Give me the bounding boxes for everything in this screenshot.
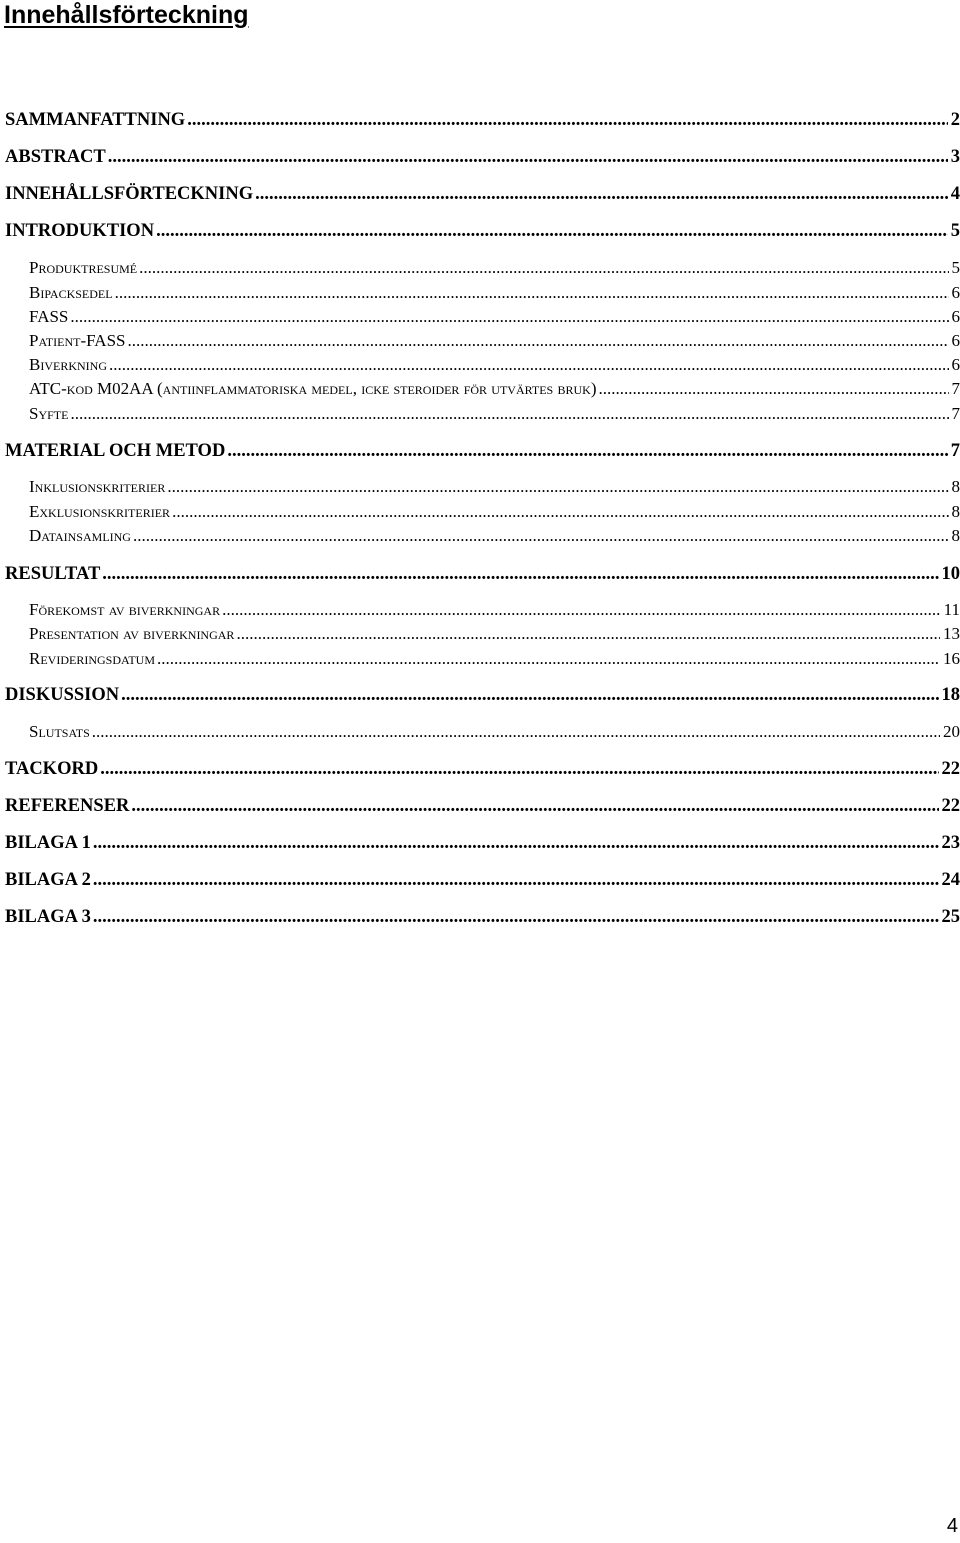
toc-entry-page: 7 bbox=[951, 379, 960, 398]
toc-dot-leader bbox=[222, 600, 941, 620]
toc-entry-title: BILAGA 2 bbox=[5, 870, 91, 890]
toc-subentry[interactable] bbox=[29, 258, 960, 278]
toc-entry-page: 7 bbox=[951, 404, 960, 423]
toc-entry-title: RESULTAT bbox=[5, 564, 101, 584]
toc-dot-leader bbox=[255, 183, 948, 205]
toc-dot-leader bbox=[93, 906, 939, 928]
toc-entry[interactable] bbox=[5, 832, 960, 854]
toc-entry[interactable] bbox=[5, 183, 960, 205]
toc-entry-page: 6 bbox=[951, 331, 960, 350]
toc-entry[interactable] bbox=[5, 795, 960, 817]
toc-entry[interactable] bbox=[5, 146, 960, 168]
toc-entry-page: 5 bbox=[950, 221, 960, 241]
toc-entry-title: FASS bbox=[29, 307, 69, 326]
toc-entry[interactable] bbox=[5, 563, 960, 585]
toc-dot-leader bbox=[131, 795, 938, 817]
toc-entry-title: Bipacksedel bbox=[29, 283, 113, 302]
toc-entry-title: BILAGA 3 bbox=[5, 907, 91, 927]
toc-entry-page: 25 bbox=[941, 907, 960, 927]
toc-dot-leader bbox=[167, 477, 948, 497]
toc-entry-title: Presentation av biverkningar bbox=[29, 624, 235, 643]
toc-entry-page: 8 bbox=[951, 477, 960, 496]
toc-entry-page: 18 bbox=[941, 685, 960, 705]
toc-entry-title: TACKORD bbox=[5, 759, 99, 779]
toc-dot-leader bbox=[139, 258, 948, 278]
page-number: 4 bbox=[946, 1515, 958, 1537]
toc-entry-title: REFERENSER bbox=[5, 796, 130, 816]
toc-entry-title: Inklusionskriterier bbox=[29, 477, 166, 496]
toc-entry-page: 8 bbox=[951, 502, 960, 521]
toc-entry-title: Exklusionskriterier bbox=[29, 502, 171, 521]
toc-entry-title: Patient-FASS bbox=[29, 331, 126, 350]
toc-entry-title: Revideringsdatum bbox=[29, 649, 156, 668]
toc-entry-title: MATERIAL OCH METOD bbox=[5, 441, 226, 461]
toc-entry[interactable] bbox=[5, 869, 960, 891]
toc-entry-title: INNEHÅLLSFÖRTECKNING bbox=[5, 184, 254, 204]
toc-entry-page: 3 bbox=[950, 147, 960, 167]
toc-subentry[interactable] bbox=[29, 722, 960, 742]
toc-dot-leader bbox=[70, 307, 948, 327]
toc-entry[interactable] bbox=[5, 109, 960, 131]
toc-dot-leader bbox=[93, 869, 939, 891]
toc-entry-title: Slutsats bbox=[29, 722, 90, 741]
toc-entry-page: 16 bbox=[943, 649, 960, 668]
toc-subentry[interactable] bbox=[29, 624, 960, 644]
toc-subentry[interactable] bbox=[29, 649, 960, 669]
toc-dot-leader bbox=[227, 440, 947, 462]
toc-subentry[interactable] bbox=[29, 600, 960, 620]
toc-entry[interactable] bbox=[5, 220, 960, 242]
toc-subentry[interactable] bbox=[29, 477, 960, 497]
toc-entry-page: 8 bbox=[951, 526, 960, 545]
toc-entry-title: Datainsamling bbox=[29, 526, 131, 545]
toc-dot-leader bbox=[70, 404, 948, 424]
toc-entry-title: Produktresumé bbox=[29, 258, 138, 277]
toc-dot-leader bbox=[115, 283, 949, 303]
toc-entry-page: 22 bbox=[941, 796, 960, 816]
toc-dot-leader bbox=[109, 355, 949, 375]
toc-dot-leader bbox=[100, 758, 938, 780]
toc-subentry[interactable] bbox=[29, 355, 960, 375]
toc-entry-page: 4 bbox=[950, 184, 960, 204]
toc-dot-leader bbox=[93, 832, 939, 854]
toc-entry-page: 24 bbox=[941, 870, 960, 890]
toc-entry-title: ATC-kod M02AA (antiinflammatoriska medel, icke steroider för utvärtes bruk) bbox=[29, 379, 597, 398]
toc-dot-leader bbox=[121, 684, 938, 706]
toc-entry-title: Syfte bbox=[29, 404, 69, 423]
toc-entry-title: BILAGA 1 bbox=[5, 833, 91, 853]
toc-entry[interactable] bbox=[5, 440, 960, 462]
toc-entry-page: 5 bbox=[951, 258, 960, 277]
toc-entry-page: 10 bbox=[941, 564, 960, 584]
toc-dot-leader bbox=[187, 109, 948, 131]
toc-subentry[interactable] bbox=[29, 331, 960, 351]
toc-dot-leader bbox=[133, 526, 949, 546]
toc-entry-title: Förekomst av biverkningar bbox=[29, 600, 221, 619]
toc-dot-leader bbox=[236, 624, 940, 644]
toc-entry[interactable] bbox=[5, 906, 960, 928]
toc-entry-title: ABSTRACT bbox=[5, 147, 106, 167]
toc-entry-title: SAMMANFATTNING bbox=[5, 110, 186, 130]
toc-dot-leader bbox=[156, 220, 948, 242]
toc-entry-page: 20 bbox=[943, 722, 960, 741]
toc-entry-title: DISKUSSION bbox=[5, 685, 120, 705]
toc-entry-page: 2 bbox=[950, 110, 960, 130]
toc-entry-page: 22 bbox=[941, 759, 960, 779]
toc-subentry[interactable] bbox=[29, 526, 960, 546]
toc-entry-page: 23 bbox=[941, 833, 960, 853]
toc-dot-leader bbox=[127, 331, 948, 351]
toc-subentry[interactable] bbox=[29, 404, 960, 424]
toc-heading: Innehållsförteckning bbox=[4, 1, 249, 29]
toc-entry[interactable] bbox=[5, 758, 960, 780]
toc-entry-page: 11 bbox=[943, 600, 960, 619]
toc-entry-page: 6 bbox=[951, 307, 960, 326]
toc-entry-title: INTRODUKTION bbox=[5, 221, 155, 241]
toc-dot-leader bbox=[108, 146, 948, 168]
toc-dot-leader bbox=[172, 502, 948, 522]
toc-subentry[interactable] bbox=[29, 283, 960, 303]
toc-subentry[interactable] bbox=[29, 502, 960, 522]
toc-entry-page: 6 bbox=[951, 355, 960, 374]
toc-subentry[interactable] bbox=[29, 379, 960, 399]
toc-dot-leader bbox=[102, 563, 938, 585]
toc-subentry[interactable] bbox=[29, 307, 960, 327]
toc-entry-page: 13 bbox=[943, 624, 960, 643]
toc-entry[interactable] bbox=[5, 684, 960, 706]
toc-entry-page: 6 bbox=[951, 283, 960, 302]
toc-entry-title: Biverkning bbox=[29, 355, 107, 374]
toc-dot-leader bbox=[598, 379, 948, 399]
toc-dot-leader bbox=[157, 649, 940, 669]
toc-entry-page: 7 bbox=[950, 441, 960, 461]
toc-dot-leader bbox=[92, 722, 940, 742]
